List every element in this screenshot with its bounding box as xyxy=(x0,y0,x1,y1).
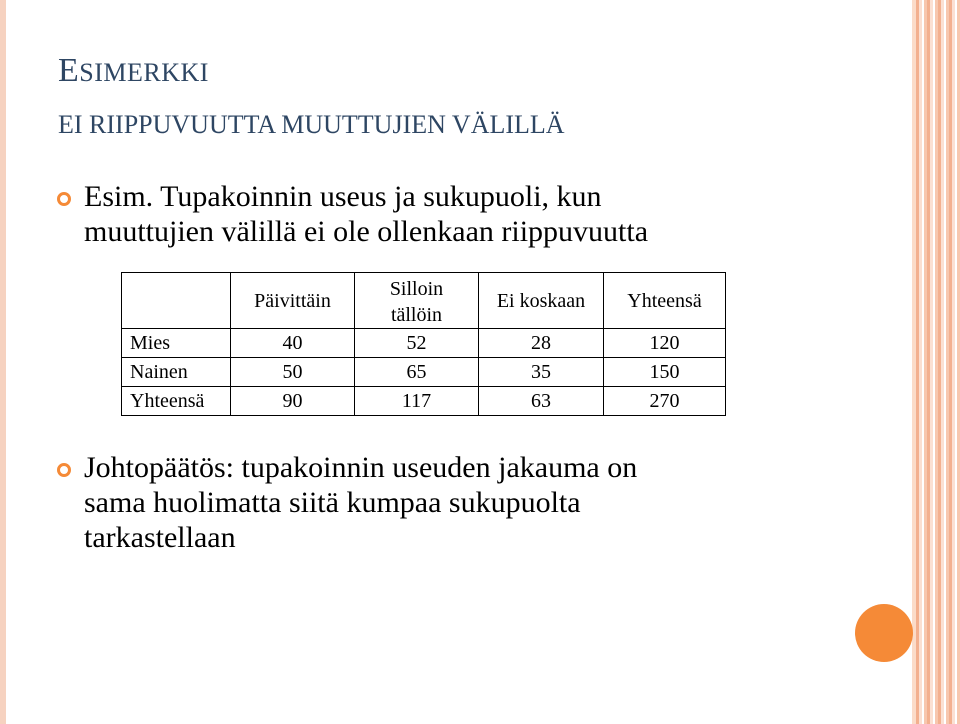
table-row xyxy=(122,358,726,387)
slide-subtitle: EI RIIPPUVUUTTA MUUTTUJIEN VÄLILLÄ xyxy=(58,110,565,139)
bullet-1-line-1: Esim. Tupakoinnin useus ja sukupuoli, kun xyxy=(84,180,602,213)
left-decorative-stripe xyxy=(0,0,6,724)
right-decorative-stripes xyxy=(916,0,960,724)
table-cell: 90 xyxy=(231,387,355,416)
table-cell: 35 xyxy=(479,358,604,387)
table-cell: 150 xyxy=(604,358,726,387)
orange-circle-decoration xyxy=(855,604,913,662)
table-cell: 65 xyxy=(355,358,479,387)
table-cell: 50 xyxy=(231,358,355,387)
bullet-ring-icon xyxy=(56,462,72,478)
table-header-cell-split xyxy=(355,273,479,329)
table-header-row xyxy=(122,273,726,329)
bullet-1-text xyxy=(84,179,648,249)
bullet-2-text xyxy=(84,450,637,555)
table-cell: 28 xyxy=(479,329,604,358)
table-header-cell xyxy=(122,273,231,329)
title-rest: SIMERKKI xyxy=(79,58,209,87)
bullet-ring-icon xyxy=(56,191,72,207)
table-row xyxy=(122,387,726,416)
table-cell: 52 xyxy=(355,329,479,358)
table-header-cell: Päivittäin xyxy=(231,273,355,329)
title-first-letter: E xyxy=(58,52,80,89)
crosstab-table-wrapper xyxy=(121,272,726,416)
bullet-2-line-1: Johtopäätös: tupakoinnin useuden jakauma on xyxy=(84,451,638,484)
bullet-1-line-2: muuttujien välillä ei ole ollenkaan riippuvuutta xyxy=(84,215,649,248)
table-header-cell: Ei koskaan xyxy=(479,273,604,329)
table-header-cell: Yhteensä xyxy=(604,273,726,329)
header-line-2: tällöin xyxy=(390,304,443,326)
table-cell: 117 xyxy=(355,387,479,416)
crosstab-table xyxy=(121,272,726,416)
table-row-label: Nainen xyxy=(122,358,231,387)
table-cell: 40 xyxy=(231,329,355,358)
slide-title xyxy=(58,52,209,90)
table-row-label: Mies xyxy=(122,329,231,358)
header-line-1: Silloin xyxy=(389,278,444,300)
bullet-2-line-2: sama huolimatta siitä kumpaa sukupuolta xyxy=(84,486,581,519)
table-row xyxy=(122,329,726,358)
table-row-label: Yhteensä xyxy=(122,387,231,416)
table-cell: 63 xyxy=(479,387,604,416)
bullet-2-line-3: tarkastellaan xyxy=(84,521,236,554)
table-cell: 270 xyxy=(604,387,726,416)
table-cell: 120 xyxy=(604,329,726,358)
